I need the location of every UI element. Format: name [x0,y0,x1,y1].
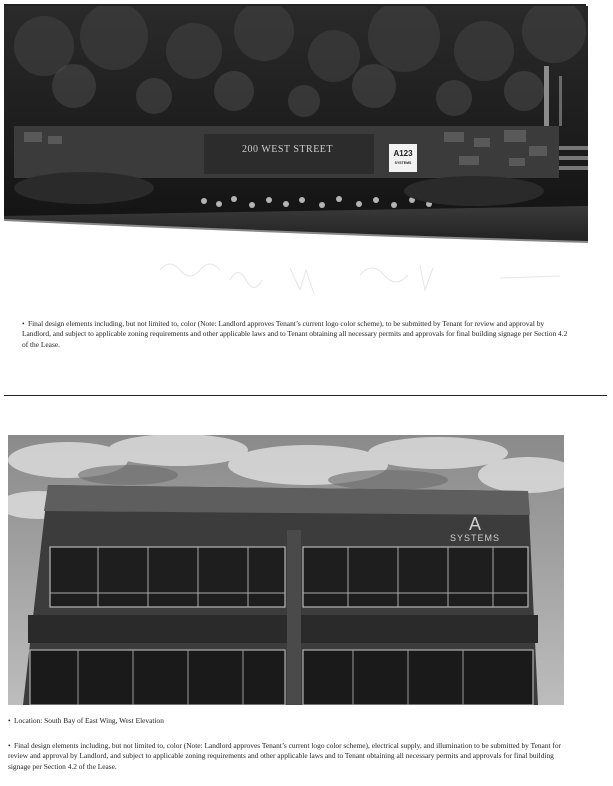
building-note [8,741,568,772]
monument-logo-text: A123 [393,149,413,158]
building-logo-letter: A [468,514,481,534]
bullet-icon: • [8,716,11,725]
bullet-icon: • [8,741,11,750]
section-divider [4,395,607,396]
building-logo [440,515,510,544]
location-note-text: Location: South Bay of East Wing, West Elevation [14,716,164,725]
building-logo-word: SYSTEMS [449,533,500,543]
building-photo-graphic [8,435,564,705]
monument-logo [390,150,416,167]
monument-sign-photo [4,6,588,250]
location-note [8,716,568,726]
monument-photo-graphic [4,6,588,250]
monument-note [22,319,572,350]
monument-note-text: Final design elements including, but not limited to, color (Note: Landlord approves Tenant’s current logo color scheme), to be submitted by Tenant for review and approval by Landlord, and subject to applicable zoning requirements and other applicable laws and to Tenant obtaining all necessary permits and approvals for final building signage per Section 4.2 of the Lease. [22,319,568,349]
building-facade-photo [8,435,564,705]
monument-logo-sub: SYSTEMS [394,161,412,165]
building-note-text: Final design elements including, but not limited to, color (Note: Landlord approves Tenant’s current logo color scheme), electrical supply, and illumination to be submitted by Tenant for review and approval by Landlord, and subject to applicable zoning requirements and other applicable laws and to Tenant obtaining all necessary permits and approvals for final building signage per Section 4.2 of the Lease. [8,741,562,771]
faint-ghost-marks [0,250,613,300]
monument-address: 200 WEST STREET [242,144,334,155]
bullet-icon: • [22,319,25,328]
